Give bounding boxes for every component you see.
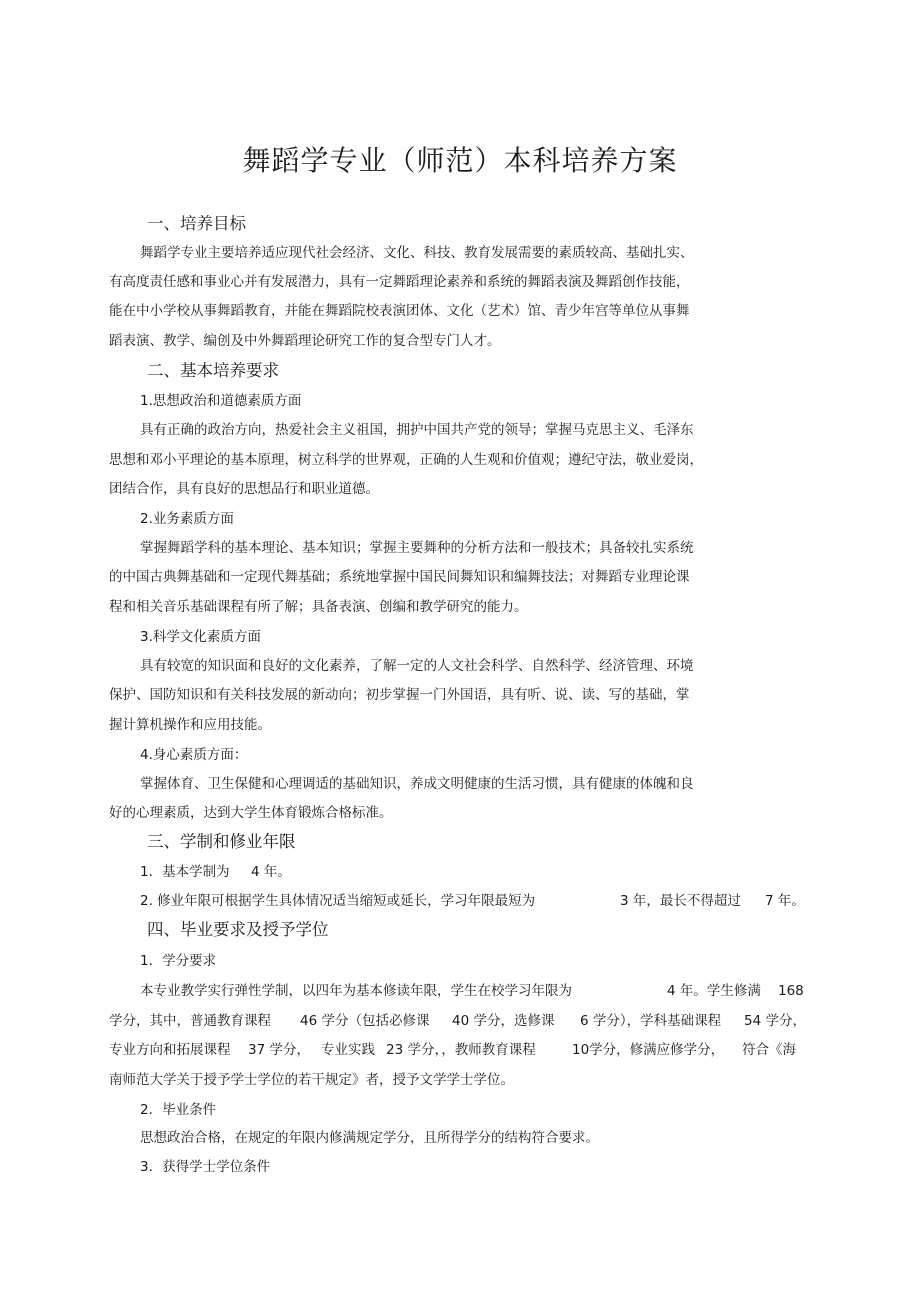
paragraph-segment: 专业方向和拓展课程 bbox=[109, 1042, 231, 1058]
section-heading-graduation: 四、毕业要求及授予学位 bbox=[147, 920, 329, 939]
list-item-label: 2. 修业年限可根据学生具体情况适当缩短或延长，学习年限最短为 bbox=[140, 893, 536, 909]
paragraph-line: 保护、国防知识和有关科技发展的新动向；初步掌握一门外国语，具有听、说、读、写的基础，掌 bbox=[109, 687, 690, 703]
paragraph-line: 蹈表演、教学、编创及中外舞蹈理论研究工作的复合型专门人才。 bbox=[109, 333, 501, 349]
subsection-title: 1．学分要求 bbox=[140, 953, 217, 969]
paragraph-line: 南师范大学关于授予学士学位的若干规定》者，授予文学学士学位。 bbox=[109, 1072, 514, 1088]
list-item-value: 3 年，最长不得超过 bbox=[620, 893, 741, 909]
paragraph-segment: 37 学分， bbox=[248, 1042, 310, 1058]
paragraph-line: 好的心理素质，达到大学生体育锻炼合格标准。 bbox=[109, 805, 393, 821]
subsection-title: 2.业务素质方面 bbox=[140, 511, 234, 527]
paragraph-line: 具有正确的政治方向，热爱社会主义祖国，拥护中国共产党的领导；掌握马克思主义、毛泽东 bbox=[140, 422, 694, 438]
paragraph-segment: 4 年。学生修满 bbox=[667, 983, 761, 999]
paragraph-segment: 54 学分， bbox=[744, 1013, 806, 1029]
paragraph-segment: 40 学分，选修课 bbox=[452, 1013, 555, 1029]
list-item-value: 4 年。 bbox=[251, 864, 291, 880]
paragraph-line: 能在中小学校从事舞蹈教育，并能在舞蹈院校表演团体、文化（艺术）馆、青少年宫等单位从事舞 bbox=[109, 303, 690, 319]
paragraph-segment: 23 学分，，教师教育课程 bbox=[386, 1042, 536, 1058]
document-title: 舞蹈学专业（师范）本科培养方案 bbox=[242, 144, 678, 177]
section-heading-duration: 三、学制和修业年限 bbox=[147, 832, 296, 851]
paragraph-segment: 符合《海 bbox=[742, 1042, 796, 1058]
paragraph-line: 程和相关音乐基础课程有所了解；具备表演、创编和教学研究的能力。 bbox=[109, 599, 528, 615]
paragraph-segment: 6 学分），学科基础课程 bbox=[580, 1013, 722, 1029]
paragraph-line: 舞蹈学专业主要培养适应现代社会经济、文化、科技、教育发展需要的素质较高、基础扎实、 bbox=[140, 245, 694, 261]
paragraph-line: 团结合作，具有良好的思想品行和职业道德。 bbox=[109, 481, 379, 497]
paragraph-line: 有高度责任感和事业心并有发展潜力，具有一定舞蹈理论素养和系统的舞蹈表演及舞蹈创作技能， bbox=[109, 274, 690, 290]
section-heading-basic-requirements: 二、基本培养要求 bbox=[147, 361, 279, 380]
paragraph-segment: 本专业教学实行弹性学制，以四年为基本修读年限，学生在校学习年限为 bbox=[140, 983, 572, 999]
paragraph-line: 掌握舞蹈学科的基本理论、基本知识；掌握主要舞种的分析方法和一般技术；具备较扎实系统 bbox=[140, 540, 694, 556]
subsection-title: 2．毕业条件 bbox=[140, 1102, 217, 1118]
paragraph-line: 思想和邓小平理论的基本原理，树立科学的世界观，正确的人生观和价值观；遵纪守法，敬业爱岗， bbox=[109, 452, 703, 468]
list-item-label: 1．基本学制为 bbox=[140, 864, 230, 880]
paragraph-segment: 10学分，修满应修学分， bbox=[572, 1042, 725, 1058]
list-item-value: 7 年。 bbox=[765, 893, 805, 909]
paragraph-segment: 专业实践 bbox=[321, 1042, 375, 1058]
paragraph-line: 具有较宽的知识面和良好的文化素养，了解一定的人文社会科学、自然科学、经济管理、环境 bbox=[140, 658, 694, 674]
section-heading-training-goals: 一、培养目标 bbox=[147, 214, 246, 233]
paragraph-segment: 学分，其中，普通教育课程 bbox=[109, 1013, 271, 1029]
subsection-title: 4.身心素质方面： bbox=[140, 747, 248, 763]
subsection-title: 1.思想政治和道德素质方面 bbox=[140, 393, 302, 409]
paragraph-line: 思想政治合格，在规定的年限内修满规定学分，且所得学分的结构符合要求。 bbox=[140, 1130, 599, 1146]
paragraph-line: 的中国古典舞基础和一定现代舞基础；系统地掌握中国民间舞知识和编舞技法；对舞蹈专业理论课 bbox=[109, 569, 690, 585]
subsection-title: 3．获得学士学位条件 bbox=[140, 1159, 271, 1175]
paragraph-segment: 46 学分（包括必修课 bbox=[300, 1013, 430, 1029]
paragraph-segment: 168 bbox=[778, 983, 804, 999]
subsection-title: 3.科学文化素质方面 bbox=[140, 629, 261, 645]
paragraph-line: 掌握体育、卫生保健和心理调适的基础知识，养成文明健康的生活习惯，具有健康的体魄和良 bbox=[140, 776, 694, 792]
paragraph-line: 握计算机操作和应用技能。 bbox=[109, 717, 271, 733]
